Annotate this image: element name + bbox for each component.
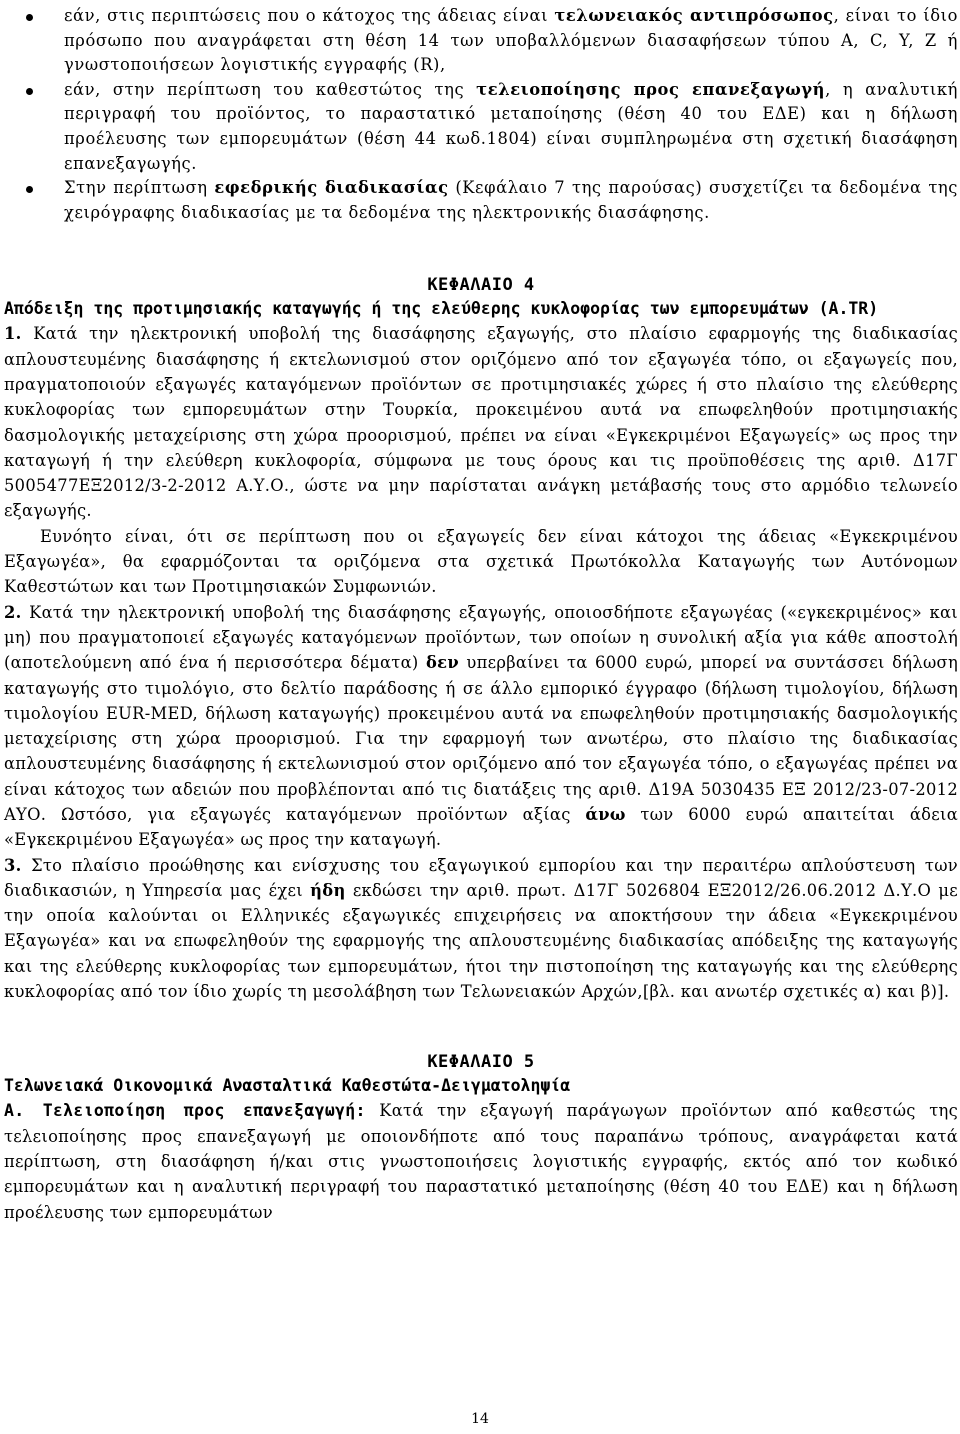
bullet-list bbox=[4, 4, 958, 225]
emphasis: τελειοποίησης προς επανεξαγωγή bbox=[476, 79, 826, 99]
paragraph-1: 1. Κατά την ηλεκτρονική υποβολή της διασάφησης εξαγωγής, στο πλαίσιο εφαρμογής της διαδικασίας απλουστευμένης διασάφησης ή εκτελωνισμού στον οριζόμενο από τον εξαγωγέα τόπο, οι εξαγωγείς που, πραγματοποιούν εξαγωγές καταγόμενων προϊόντων σε προτιμησιακές χώρες ή στο πλαίσιο της ελεύθερης κυκλοφορίας των εμπορευμάτων στην Τουρκία, προκειμένου αυτά να επωφεληθούν προτιμησιακής δασμολογικής μεταχείρισης στη χώρα προορισμού, πρέπει να είναι «Εγκεκριμένοι Εξαγωγείς» ως προς την καταγωγή ή την ελεύθερη κυκλοφορία, σύμφωνα με τους όρους και τις προϋποθέσεις της αριθ. Δ17Γ 5005477ΕΞ2012/3-2-2012 Α.Υ.Ο., ώστε να μην παρίσταται ανάγκη μετάβασής τους στο αρμόδιο τελωνείο εξαγωγής. bbox=[4, 324, 958, 521]
paragraph-2: 2. Κατά την ηλεκτρονική υποβολή της διασάφησης εξαγωγής, οποιοσδήποτε εξαγωγέας («εγκεκριμένος» και μη) που πραγματοποιεί εξαγωγές καταγόμενων προϊόντων, των οποίων η συνολική αξία για κάθε αποστολή (αποτελούμενη από ένα ή περισσότερα δέματα) δεν υπερβαίνει τα 6000 ευρώ, μπορεί να συντάσσει δήλωση καταγωγής στο τιμολόγιο, στο δελτίο παράδοσης ή σε άλλο εμπορικό έγγραφο (δήλωση τιμολογίου, δήλωση τιμολογίου EUR-MED, δήλωση καταγωγής) προκειμένου αυτά να επωφεληθούν προτιμησιακής δασμολογικής μεταχείρισης στη χώρα προορισμού. Για την εφαρμογή των ανωτέρω, στο πλαίσιο της διαδικασίας απλουστευμένης διασάφησης ή εκτελωνισμού στον οριζόμενο από τον εξαγωγέα τόπο, ο εξαγωγέας πρέπει να είναι κάτοχος των αδειών που προβλέπονται από τις διατάξεις της αριθ. Δ19Α 5030435 ΕΞ 2012/23-07-2012 ΑΥΟ. Ωστόσο, για εξαγωγές καταγόμενων προϊόντων αξίας άνω των 6000 ευρώ απαιτείται άδεια «Εγκεκριμένου Εξαγωγέα» ως προς την καταγωγή. bbox=[4, 602, 958, 850]
bullet-icon bbox=[26, 14, 33, 21]
paragraph-a: Α. Τελειοποίηση προς επανεξαγωγή: Κατά την εξαγωγή παράγωγων προϊόντων από καθεστώς της τελειοποίησης προς επανεξαγωγή με οποιονδήποτε από τους παραπάνω τρόπους, αναγράφεται κατά περίπτωση, στη διασάφηση ή/και στις γνωστοποιήσεις λογιστικής εγγραφής, εκτός από τον κωδικό εμπορευμάτων και η αναλυτική περιγραφή του παραστατικό μεταποίησης (θέση 40 του ΕΔΕ) και η δήλωση προέλευσης των εμπορευμάτων bbox=[4, 1101, 958, 1222]
list-item: εάν, στην περίπτωση του καθεστώτος της τελειοποίησης προς επανεξαγωγή, η αναλυτική περιγραφή του προϊόντος, το παραστατικό μεταποίησης (θέση 40 του ΕΔΕ) και η δήλωση προέλευσης των εμπορευμάτων (θέση 44 κωδ.1804) είναι συμπληρωμένα στη σχετική διασάφηση επανεξαγωγής. bbox=[4, 78, 958, 176]
page-number: 14 bbox=[471, 1411, 489, 1427]
bullet-icon bbox=[26, 186, 33, 193]
list-item: εάν, στις περιπτώσεις που ο κάτοχος της άδειας είναι τελωνειακός αντιπρόσωπος, είναι το ίδιο πρόσωπο που αναγράφεται στη θέση 14 των υποβαλλόμενων διασαφήσεων τύπου A, C, Y, Z ή γνωστοποιήσεων λογιστικής εγγραφής (R), bbox=[4, 4, 958, 78]
emphasis: τελωνειακός αντιπρόσωπος bbox=[554, 6, 834, 25]
paragraph-1b: Ευνόητο είναι, ότι σε περίπτωση που οι εξαγωγείς δεν είναι κάτοχοι της άδειας «Εγκεκριμένου Εξαγωγέα», θα εφαρμόζονται τα οριζόμενα στα σχετικά Πρωτόκολλα Καταγωγής των Αυτόνομων Καθεστώτων και των Προτιμησιακών Συμφωνιών. bbox=[4, 526, 958, 597]
chapter-5-title: ΚΕΦΑΛΑΙΟ 5 bbox=[427, 1052, 535, 1073]
chapter-4-title: ΚΕΦΑΛΑΙΟ 4 bbox=[427, 275, 535, 296]
emphasis: εφεδρικής διαδικασίας bbox=[214, 178, 449, 198]
chapter-4-heading: Απόδειξη της προτιμησιακής καταγωγής ή της ελεύθερης κυκλοφορίας των εμπορευμάτων (A.TR) bbox=[4, 299, 879, 319]
chapter-5-heading: Τελωνειακά Οικονομικά Ανασταλτικά Καθεστώτα-Δειγματοληψία bbox=[4, 1076, 571, 1096]
bullet-icon bbox=[26, 88, 33, 95]
paragraph-3: 3. Στο πλαίσιο προώθησης και ενίσχυσης του εξαγωγικού εμπορίου και την περαιτέρω απλούστευση των διαδικασιών, η Υπηρεσία μας έχει ήδη εκδώσει την αριθ. πρωτ. Δ17Γ 5026804 ΕΞ2012/26.06.2012 Δ.Υ.Ο με την οποία καλούνται οι Ελληνικές εξαγωγικές επιχειρήσεις να αποκτήσουν την άδεια «Εγκεκριμένου Εξαγωγέα» και να επωφεληθούν της εφαρμογής της απλουστευμένης διαδικασίας απόδειξης της καταγωγής και της ελεύθερης κυκλοφορίας των εμπορευμάτων, ήτοι την πιστοποίηση της καταγωγής και της ελεύθερης κυκλοφορίας από τον ίδιο χωρίς τη μεσολάβηση των Τελωνειακών Αρχών,[βλ. και ανωτέρ σχετικές α) και β)]. bbox=[4, 855, 958, 1002]
list-item: Στην περίπτωση εφεδρικής διαδικασίας (Κεφάλαιο 7 της παρούσας) συσχετίζει τα δεδομένα της χειρόγραφης διαδικασίας με τα δεδομένα της ηλεκτρονικής διασάφησης. bbox=[4, 176, 958, 225]
